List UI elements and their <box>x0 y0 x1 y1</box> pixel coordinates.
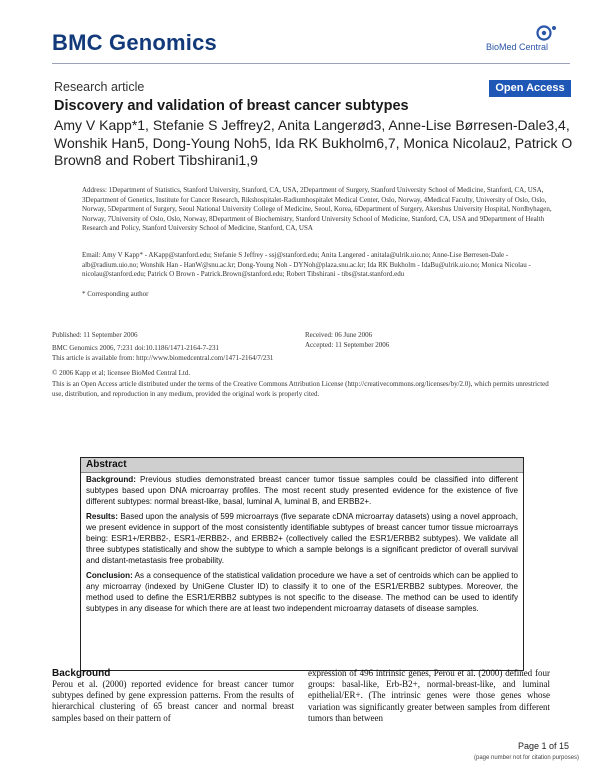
abstract-results <box>86 512 518 566</box>
citation: BMC Genomics 2006, 7:231 doi:10.1186/1471-2164-7-231 <box>52 344 219 352</box>
license-text: This is an Open Access article distributed under the terms of the Creative Commons Attribution License (http://creativecommons.org/licenses/by/2.0), which permits unrestricted use, distribution, and reproduction in any medium, provided the original work is properly cited. <box>52 380 549 398</box>
dates-info <box>305 330 389 350</box>
page-number-note: (page number not for citation purposes) <box>474 755 580 761</box>
body-column-right: expression of 496 intrinsic genes, Perou et al. (2000) defined four groups: basal-like, Erb-B2+, normal-breast-like, and luminal epithelial/ER+. (The intrinsic genes were those genes whose variation was significantly greater between samples from different tumors than between <box>308 668 550 723</box>
header-rule <box>52 63 570 64</box>
abstract-conclusion <box>86 571 518 614</box>
abstract-conclusion-label: Conclusion: <box>86 571 133 581</box>
abstract-background-label: Background: <box>86 475 136 484</box>
abstract-results-label: Results: <box>86 512 118 522</box>
biomed-central-logo <box>486 22 566 56</box>
corresponding-author-note: * Corresponding author <box>82 290 149 298</box>
copyright-notice: © 2006 Kapp et al; licensee BioMed Central Ltd. <box>52 369 191 377</box>
page-number: Page 1 of 15 <box>518 741 570 751</box>
received-date: Received: 06 June 2006 <box>305 331 373 339</box>
logo-text: BioMed Central <box>486 42 549 52</box>
abstract-background-text: Previous studies demonstrated breast cancer tumor tissue samples could be classified into different subtypes based upon DNA microarray profiles. The most recent study presented evidence for the existence of five different subtypes: normal breast-like, basal, luminal A, luminal B, and ERBB2+. <box>86 475 518 506</box>
publication-info <box>52 330 219 353</box>
abstract-results-text: Based upon the analysis of 599 microarrays (five separate cDNA microarray datasets) using a novel approach, we present evidence in support of the most consistently identifiable subtypes of breast cancer tumor tissue microarrays being: ESR1+/ERBB2-, ESR1-/ERBB2-, and ERBB2+ (collectively called the ESR1/ERBB2 subtypes). We validate all three subtypes statistically and show the subtype to which a sample belongs is a significant predictor of overall survival and distant-metastasis free probability. <box>86 512 518 565</box>
abstract-heading: Abstract <box>86 459 127 470</box>
background-heading: Background <box>52 668 111 679</box>
abstract-body <box>86 475 518 620</box>
abstract-box <box>80 457 524 671</box>
journal-title: BMC Genomics <box>52 30 217 55</box>
article-url[interactable]: This article is available from: http://www.biomedcentral.com/1471-2164/7/231 <box>52 354 274 362</box>
author-emails: Email: Amy V Kapp* - AKapp@stanford.edu; Stefanie S Jeffrey - ssj@stanford.edu; Anita Langerød - anitala@ulrik.uio.no; Anne-Lise Børresen-Dale - alb@radium.uio.no; Wonshik Han - HanW@snu.ac.kr; Dong-Young Noh - DYNoh@plaza.snu.ac.kr; Ida RK Bukholm - IdaBu@ulrik.uio.no; Monica Nicolau - nicolau@stanford.edu; Patrick O Brown - Patrick.Brown@stanford.edu; Robert Tibshirani - tibs@stat.stanford.edu <box>82 251 531 279</box>
abstract-background <box>86 475 518 507</box>
author-addresses: Address: 1Department of Statistics, Stanford University, Stanford, CA, USA, 2Department of Surgery, Stanford University School of Medicine, Stanford, CA, USA, 3Department of Genetics, Institute for Cancer Research, Rikshospitalet-Radiumhospitalet Medical Center, Oslo, Norway, 4Medical Faculty, University of Oslo, Oslo, Norway, 5Department of Surgery, Seoul National University College of Medicine, Seoul, Korea, 6Department of Surgery, Akershus University Hospital, Nordbyhagen, Norway, 7University of Oslo, Oslo, Norway, 8Department of Biochemistry, Stanford University School of Medicine, Stanford, CA, USA and 9Department of Health Research and Policy, Stanford University School of Medicine, Stanford, CA, USA <box>82 186 552 233</box>
author-list: Amy V Kapp*1, Stefanie S Jeffrey2, Anita Langerød3, Anne-Lise Børresen-Dale3,4, Wonshik Han5, Dong-Young Noh5, Ida RK Bukholm6,7, Monica Nicolau2, Patrick O Brown8 and Robert Tibshirani1,9 <box>54 117 573 168</box>
published-date: Published: 11 September 2006 <box>52 331 138 339</box>
abstract-conclusion-text: As a consequence of the statistical validation procedure we have a set of centroids which can be applied to any microarray (indexed by UniGene Cluster ID) to classify it to one of the ESR1/ERBB2 subtypes. Moreover, the method used to define the ESR1/ERBB2 subtypes is not specific to the disease. The method can be used to identify subtypes in any disease for which there are at least two independent microarray datasets of disease samples. <box>86 571 519 613</box>
logo-mark-icon <box>486 22 566 44</box>
article-type: Research article <box>54 80 145 94</box>
accepted-date: Accepted: 11 September 2006 <box>305 341 390 349</box>
article-title: Discovery and validation of breast cancer subtypes <box>54 98 409 114</box>
open-access-badge: Open Access <box>489 80 571 97</box>
abstract-header <box>81 458 523 473</box>
body-column-left: Perou et al. (2000) reported evidence for breast cancer tumor subtypes defined by gene expression patterns. From the results of hierarchical clustering of 65 breast cancer and normal breast samples based on their pattern of <box>52 679 294 723</box>
